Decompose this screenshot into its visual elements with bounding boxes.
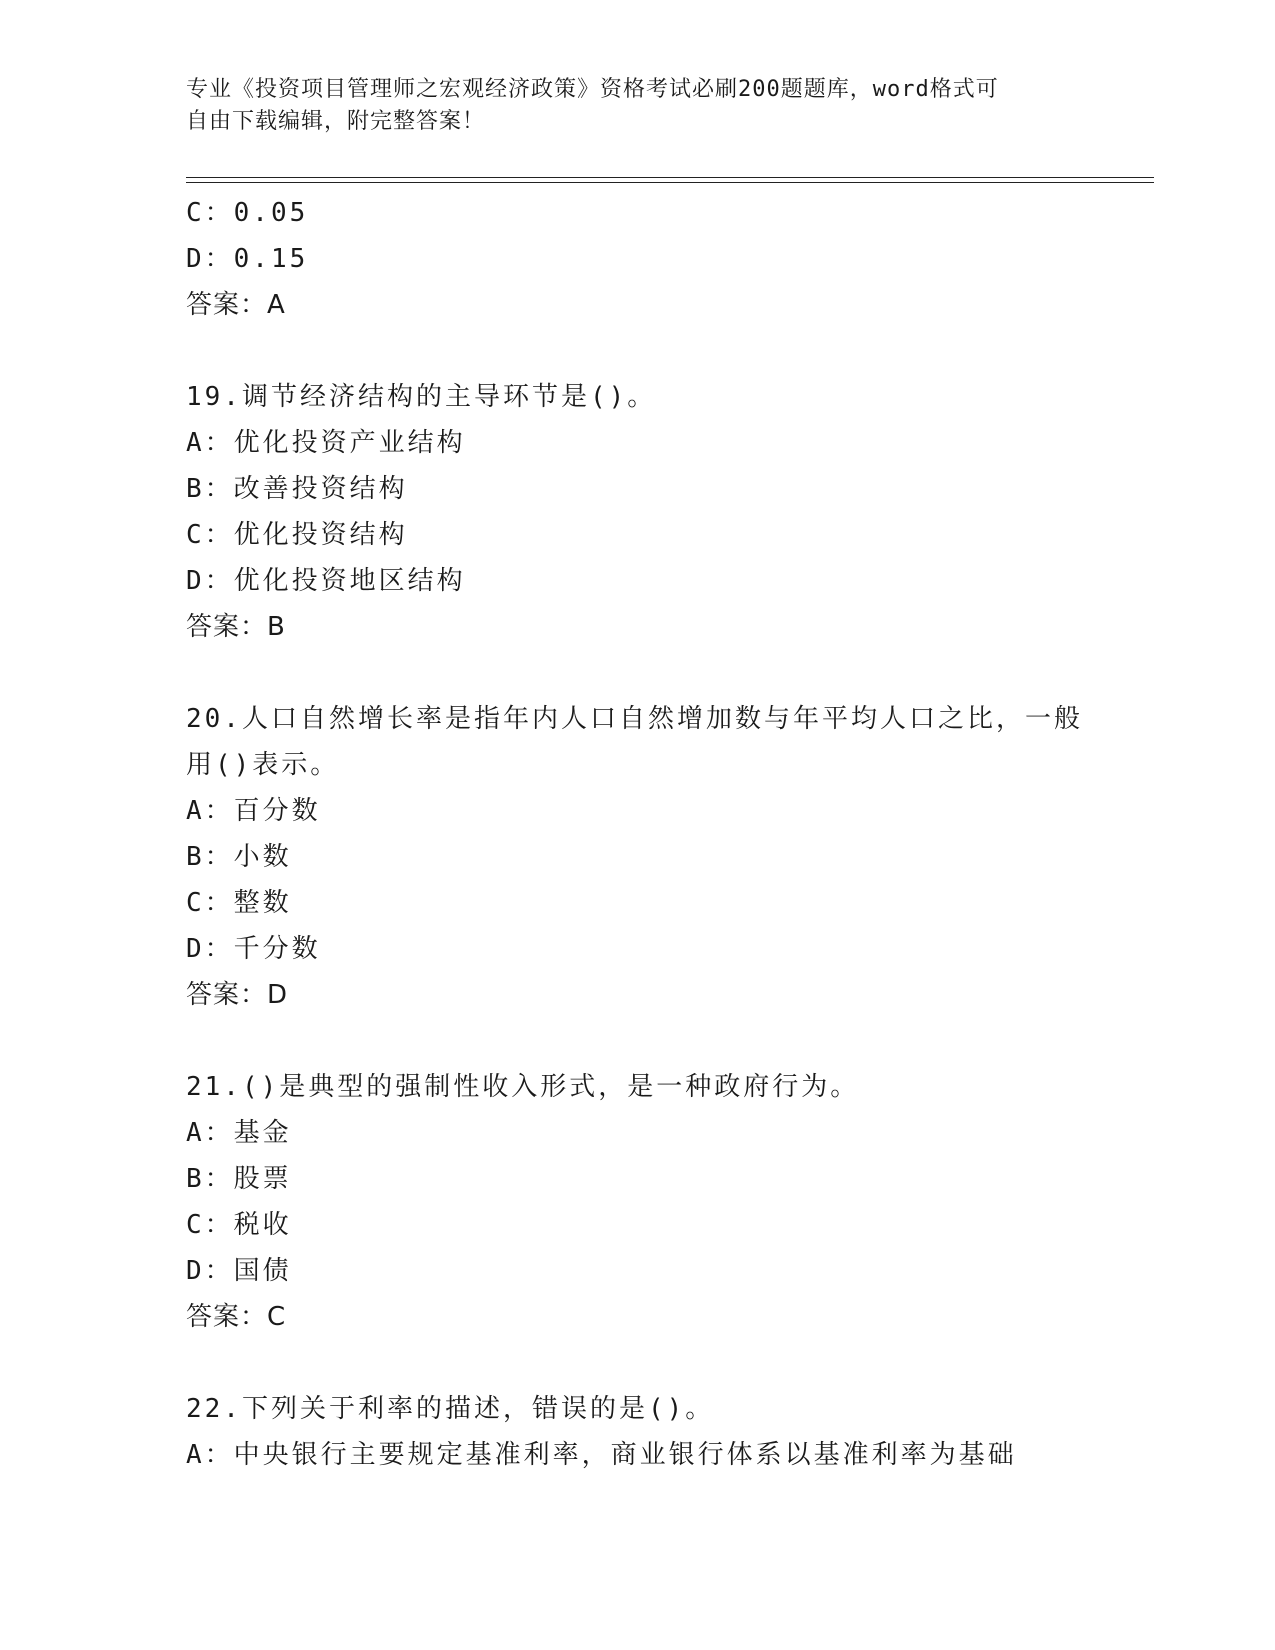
spacer xyxy=(186,1340,1106,1386)
document-header xyxy=(186,74,1086,138)
option-a: A：百分数 xyxy=(186,796,321,826)
option-b: B：改善投资结构 xyxy=(186,474,408,504)
question-stem: 21.()是典型的强制性收入形式，是一种政府行为。 xyxy=(186,1072,860,1102)
header-divider-top xyxy=(186,177,1154,178)
question-list xyxy=(186,190,1106,1478)
option-d: D：国债 xyxy=(186,1256,292,1286)
header-title-line-1: 专业《投资项目管理师之宏观经济政策》资格考试必刷200题题库，word格式可 xyxy=(186,77,999,102)
question-block-19 xyxy=(186,374,1106,650)
question-stem: 22.下列关于利率的描述，错误的是()。 xyxy=(186,1394,715,1424)
answer-line: 答案：A xyxy=(186,290,286,320)
option-a: A：中央银行主要规定基准利率，商业银行体系以基准利率为基础 xyxy=(186,1440,1017,1470)
option-c: C：0.05 xyxy=(186,198,309,228)
spacer xyxy=(186,650,1106,696)
question-block-20 xyxy=(186,696,1106,1018)
option-a: A：优化投资产业结构 xyxy=(186,428,466,458)
question-stem: 20.人口自然增长率是指年内人口自然增加数与年平均人口之比，一般 xyxy=(186,704,1083,734)
option-b: B：小数 xyxy=(186,842,292,872)
header-divider-bottom xyxy=(186,182,1154,183)
question-block-22 xyxy=(186,1386,1106,1478)
spacer xyxy=(186,328,1106,374)
option-c: C：优化投资结构 xyxy=(186,520,408,550)
option-a: A：基金 xyxy=(186,1118,292,1148)
option-d: D：优化投资地区结构 xyxy=(186,566,466,596)
answer-line: 答案：C xyxy=(186,1302,287,1332)
question-block-18-partial xyxy=(186,190,1106,328)
option-d: D：0.15 xyxy=(186,244,309,274)
header-title-line-2: 自由下载编辑，附完整答案！ xyxy=(186,109,486,134)
question-block-21 xyxy=(186,1064,1106,1340)
answer-line: 答案：D xyxy=(186,980,289,1010)
option-c: C：税收 xyxy=(186,1210,292,1240)
question-stem: 19.调节经济结构的主导环节是()。 xyxy=(186,382,657,412)
option-b: B：股票 xyxy=(186,1164,292,1194)
option-d: D：千分数 xyxy=(186,934,321,964)
question-stem-continued: 用()表示。 xyxy=(186,750,340,780)
spacer xyxy=(186,1018,1106,1064)
answer-line: 答案：B xyxy=(186,612,286,642)
option-c: C：整数 xyxy=(186,888,292,918)
